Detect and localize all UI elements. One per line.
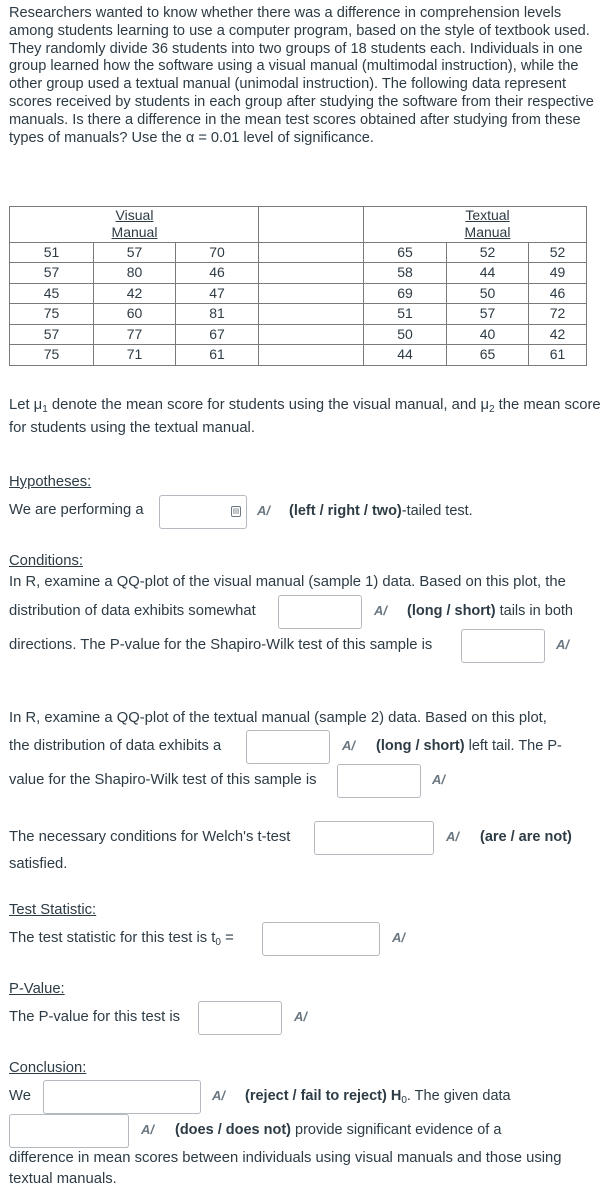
pvalue-input[interactable] — [198, 1001, 282, 1035]
evidence-input[interactable] — [9, 1114, 129, 1148]
reject-options: (reject / fail to reject) $H_0$. The given data — [245, 1088, 511, 1106]
textual-manual-header: Textual Manual — [464, 207, 511, 240]
tails-sample1-input[interactable] — [278, 595, 362, 629]
table-row: 57 80 46 58 44 49 — [10, 263, 587, 284]
conclusion-line3: difference in mean scores between individuals using visual manuals and those using — [9, 1150, 562, 1166]
conclusion-we: We — [9, 1088, 31, 1104]
preview-icon[interactable]: A/ — [392, 930, 405, 945]
table-row: 45 42 47 69 50 46 — [10, 283, 587, 304]
definition-text: Let $\mu_1$ denote the mean score for students using the visual manual, and $\mu_2$ the mean score for students using the textual manual. — [9, 397, 601, 436]
preview-icon[interactable]: A/ — [141, 1122, 154, 1137]
preview-icon[interactable]: A/ — [446, 829, 459, 844]
reject-decision-input[interactable] — [43, 1080, 201, 1114]
test-statistic-heading: Test Statistic: — [9, 902, 97, 918]
conditions-line8: satisfied. — [9, 856, 68, 872]
dropdown-icon[interactable]: ▤ — [232, 508, 240, 515]
test-statistic-input[interactable] — [262, 922, 380, 956]
preview-icon[interactable]: A/ — [294, 1009, 307, 1024]
shapiro-sample1-input[interactable] — [461, 629, 545, 663]
conclusion-heading: Conclusion: — [9, 1060, 87, 1076]
pvalue-heading: P-Value: — [9, 981, 65, 997]
tail-sample2-input[interactable] — [246, 730, 330, 764]
preview-icon[interactable]: A/ — [432, 772, 445, 787]
conclusion-line4: textual manuals. — [9, 1171, 117, 1187]
conditions-line4: In R, examine a QQ-plot of the textual manual (sample 2) data. Based on this plot, — [9, 710, 547, 726]
evidence-options: (does / does not) provide significant evidence of a — [175, 1122, 502, 1138]
hypotheses-heading: Hypotheses: — [9, 474, 92, 490]
table-header-row — [10, 207, 587, 243]
conditions-line1: In R, examine a QQ-plot of the visual manual (sample 1) data. Based on this plot, the — [9, 574, 566, 590]
conditions-heading: Conditions: — [9, 553, 84, 569]
visual-manual-header: Visual Manual — [111, 207, 158, 240]
conditions-line6: value for the Shapiro-Wilk test of this sample is — [9, 772, 317, 788]
tail-type-options: (left / right / two)-tailed test. — [289, 503, 473, 519]
table-row: 51 57 70 65 52 52 — [10, 242, 587, 263]
problem-statement: Researchers wanted to know whether there was a difference in comprehension levels among students learning to use a computer program, based on the style of textbook used. They randomly divide 36 students into two groups of 18 students each. Individuals in one group learned how the software using a visual manual (multimodal instruction), while the other group used a textual manual (unimodal instruction). The following data represent scores received by students in each group after studying the software from their respective manuals. Is there a difference in the mean test scores obtained after studying from these types of manuals? Use the α = 0.01 level of significance. — [9, 5, 594, 146]
hypotheses-prompt: We are performing a — [9, 502, 144, 518]
preview-icon[interactable]: A/ — [342, 738, 355, 753]
table-row: 75 71 61 44 65 61 — [10, 345, 587, 366]
conditions-satisfied-input[interactable] — [314, 821, 434, 855]
preview-icon[interactable]: A/ — [556, 637, 569, 652]
tail-sample2-options: (long / short) left tail. The P- — [376, 738, 562, 754]
preview-icon[interactable]: A/ — [257, 503, 270, 518]
pvalue-prompt: The P-value for this test is — [9, 1009, 181, 1025]
conditions-line2: distribution of data exhibits somewhat — [9, 603, 256, 619]
preview-icon[interactable]: A/ — [212, 1088, 225, 1103]
conditions-line3: directions. The P-value for the Shapiro-Wilk test of this sample is — [9, 637, 433, 653]
test-statistic-prompt: The test statistic for this test is $t_0$ = — [9, 930, 234, 948]
tails-sample1-options: (long / short) tails in both — [407, 603, 573, 619]
table-row: 57 77 67 50 40 42 — [10, 324, 587, 345]
conditions-options: (are / are not) — [480, 829, 572, 845]
data-table — [9, 206, 587, 366]
conditions-line7: The necessary conditions for Welch's t-test — [9, 829, 291, 845]
preview-icon[interactable]: A/ — [374, 603, 387, 618]
conditions-line5: the distribution of data exhibits a — [9, 738, 222, 754]
table-row: 75 60 81 51 57 72 — [10, 304, 587, 325]
shapiro-sample2-input[interactable] — [337, 764, 421, 798]
